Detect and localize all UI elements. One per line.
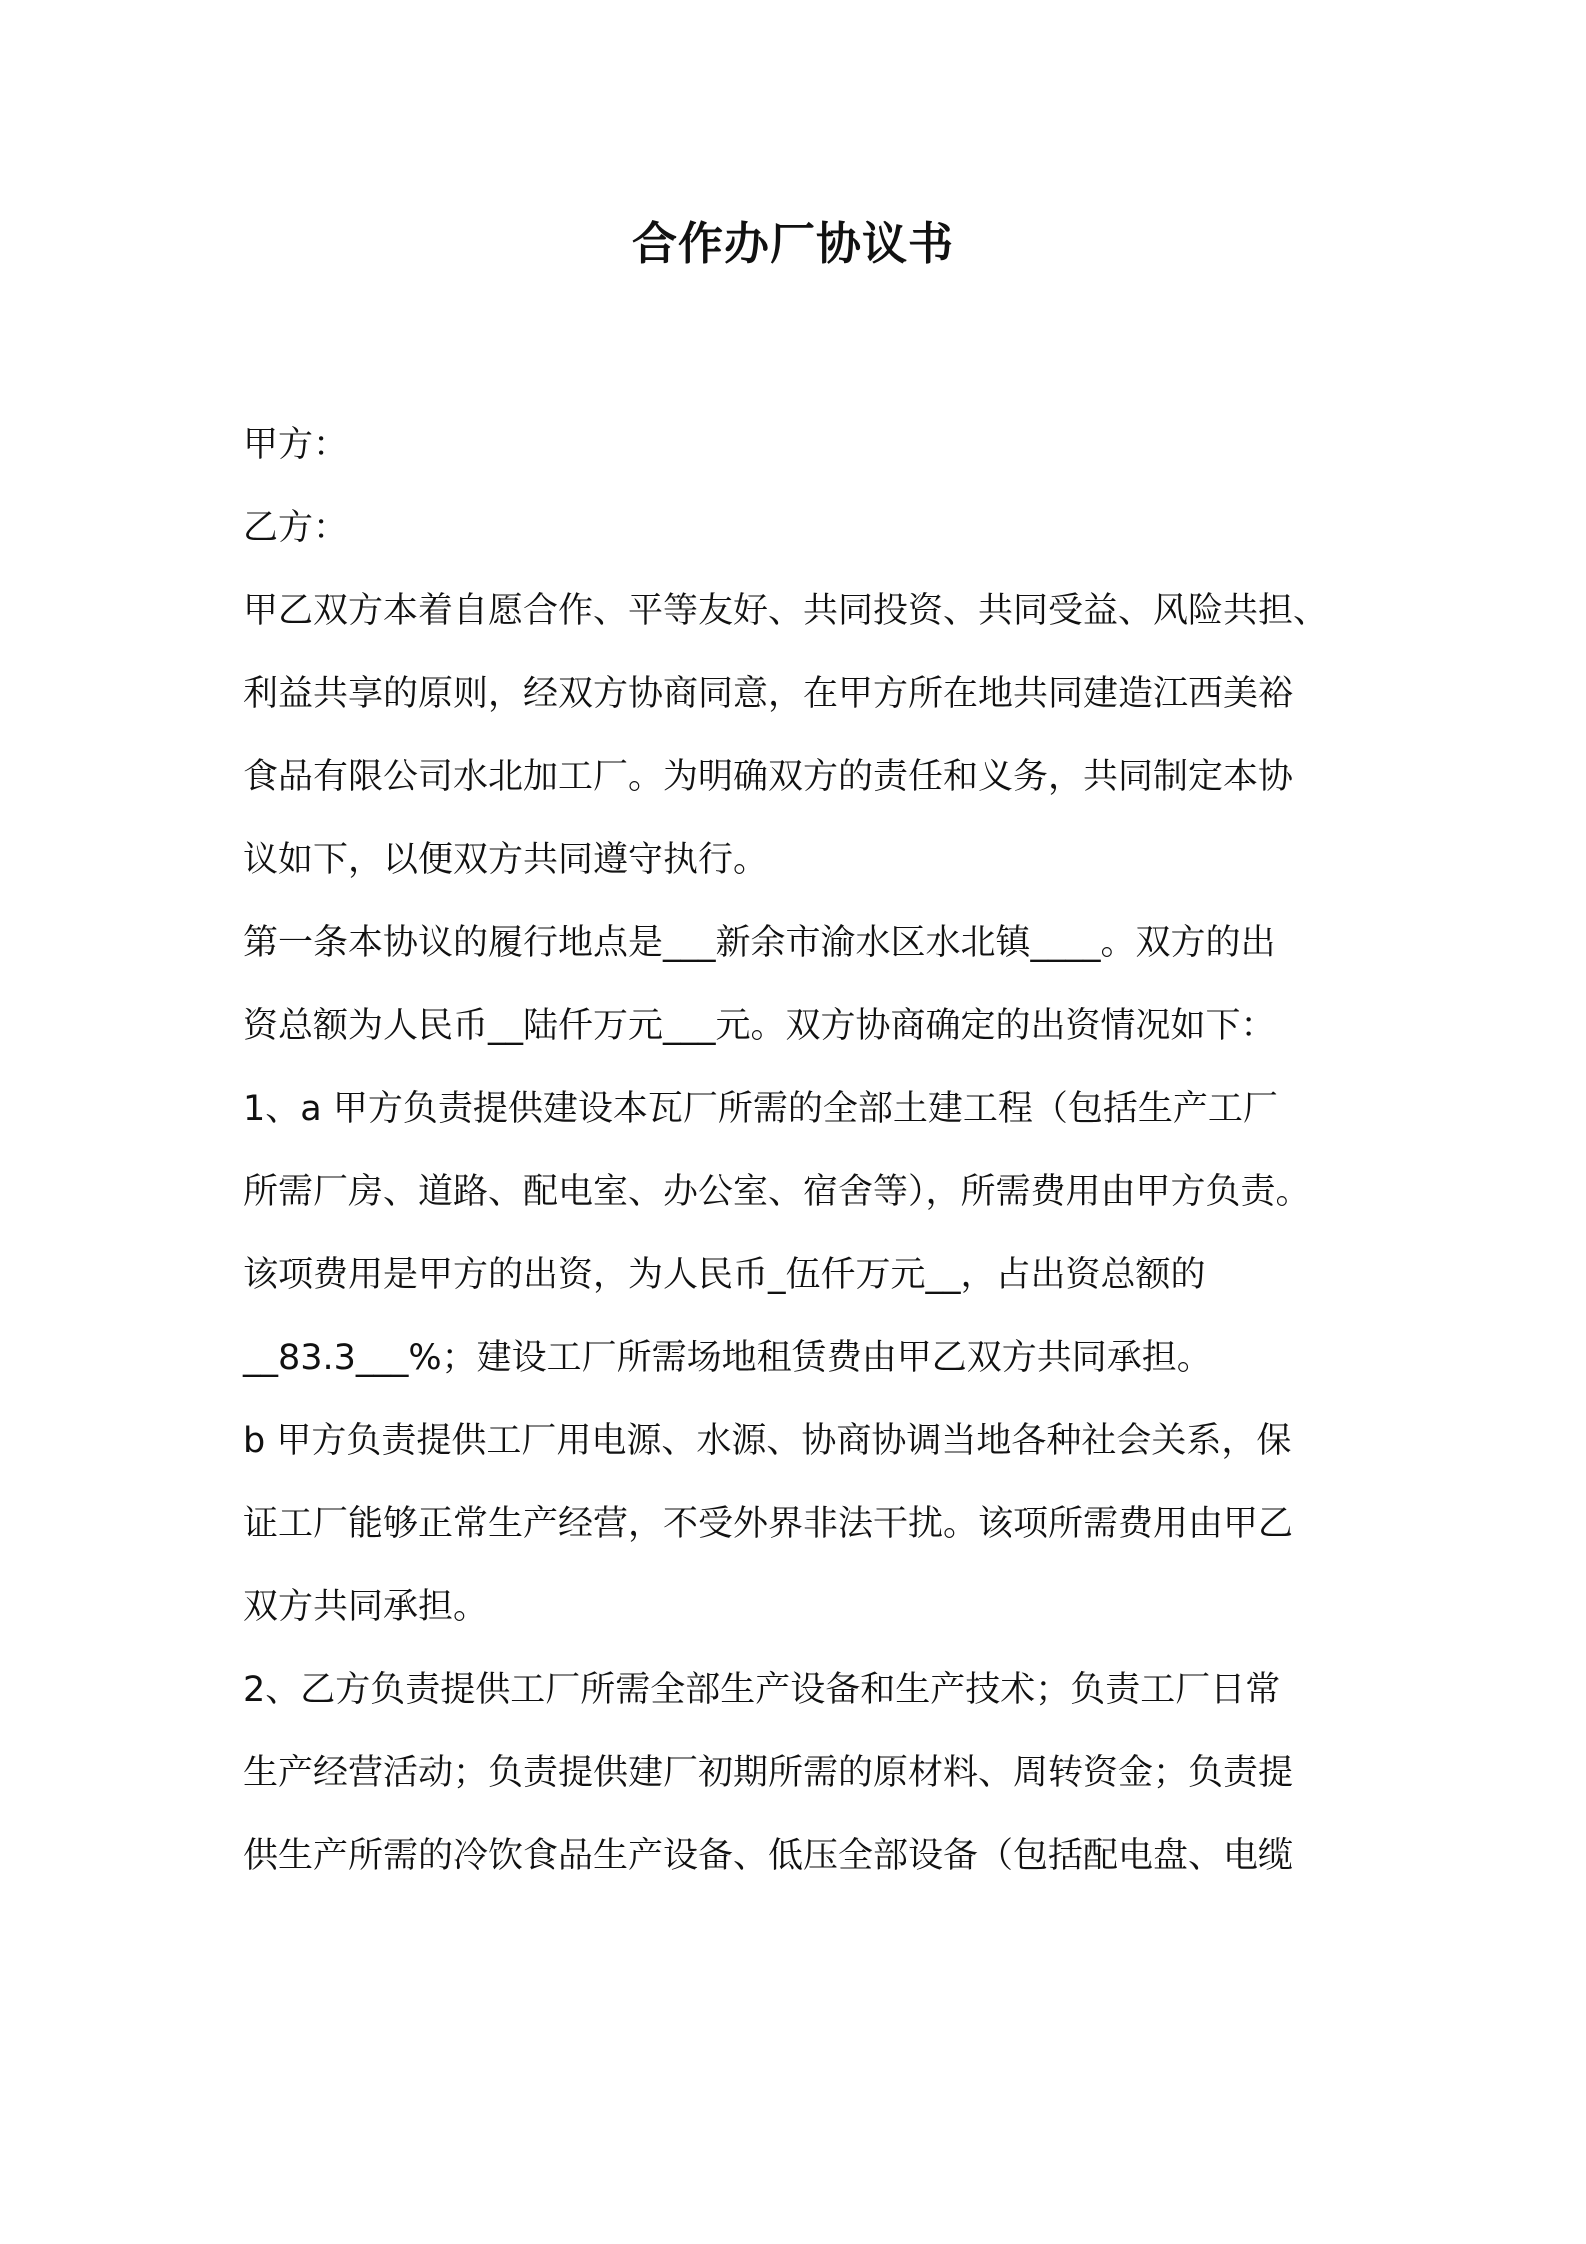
body-line: 食品有限公司水北加工厂。为明确双方的责任和义务，共同制定本协 <box>243 757 1294 797</box>
body-line: 证工厂能够正常生产经营，不受外界非法干扰。该项所需费用由甲乙 <box>243 1504 1294 1544</box>
party-a-line: 甲方： <box>243 425 349 465</box>
party-b-line: 乙方： <box>243 508 349 548</box>
body-line: 甲乙双方本着自愿合作、平等友好、共同投资、共同受益、风险共担、 <box>243 591 1329 631</box>
body-line: 第一条本协议的履行地点是___新余市渝水区水北镇____。双方的出 <box>243 923 1276 963</box>
body-line: 生产经营活动；负责提供建厂初期所需的原材料、周转资金；负责提 <box>243 1753 1294 1793</box>
body-line: 该项费用是甲方的出资，为人民币_伍仟万元__，占出资总额的 <box>243 1255 1206 1295</box>
body-line: 所需厂房、道路、配电室、办公室、宿舍等），所需费用由甲方负责。 <box>243 1172 1311 1212</box>
body-line: 利益共享的原则，经双方协商同意，在甲方所在地共同建造江西美裕 <box>243 674 1294 714</box>
body-line: 供生产所需的冷饮食品生产设备、低压全部设备（包括配电盘、电缆 <box>243 1836 1294 1876</box>
body-line: __83.3___%；建设工厂所需场地租赁费由甲乙双方共同承担。 <box>243 1338 1212 1378</box>
document-body <box>243 404 1361 1898</box>
body-line: 2、乙方负责提供工厂所需全部生产设备和生产技术；负责工厂日常 <box>243 1670 1281 1710</box>
body-line: 资总额为人民币__陆仟万元___元。双方协商确定的出资情况如下： <box>243 1006 1276 1046</box>
body-line: b 甲方负责提供工厂用电源、水源、协商协调当地各种社会关系，保 <box>243 1421 1292 1461</box>
body-line: 1、a 甲方负责提供建设本瓦厂所需的全部土建工程（包括生产工厂 <box>243 1089 1278 1129</box>
document-title: 合作办厂协议书 <box>631 217 954 270</box>
body-line: 双方共同承担。 <box>243 1587 489 1627</box>
body-line: 议如下，以便双方共同遵守执行。 <box>243 840 769 880</box>
